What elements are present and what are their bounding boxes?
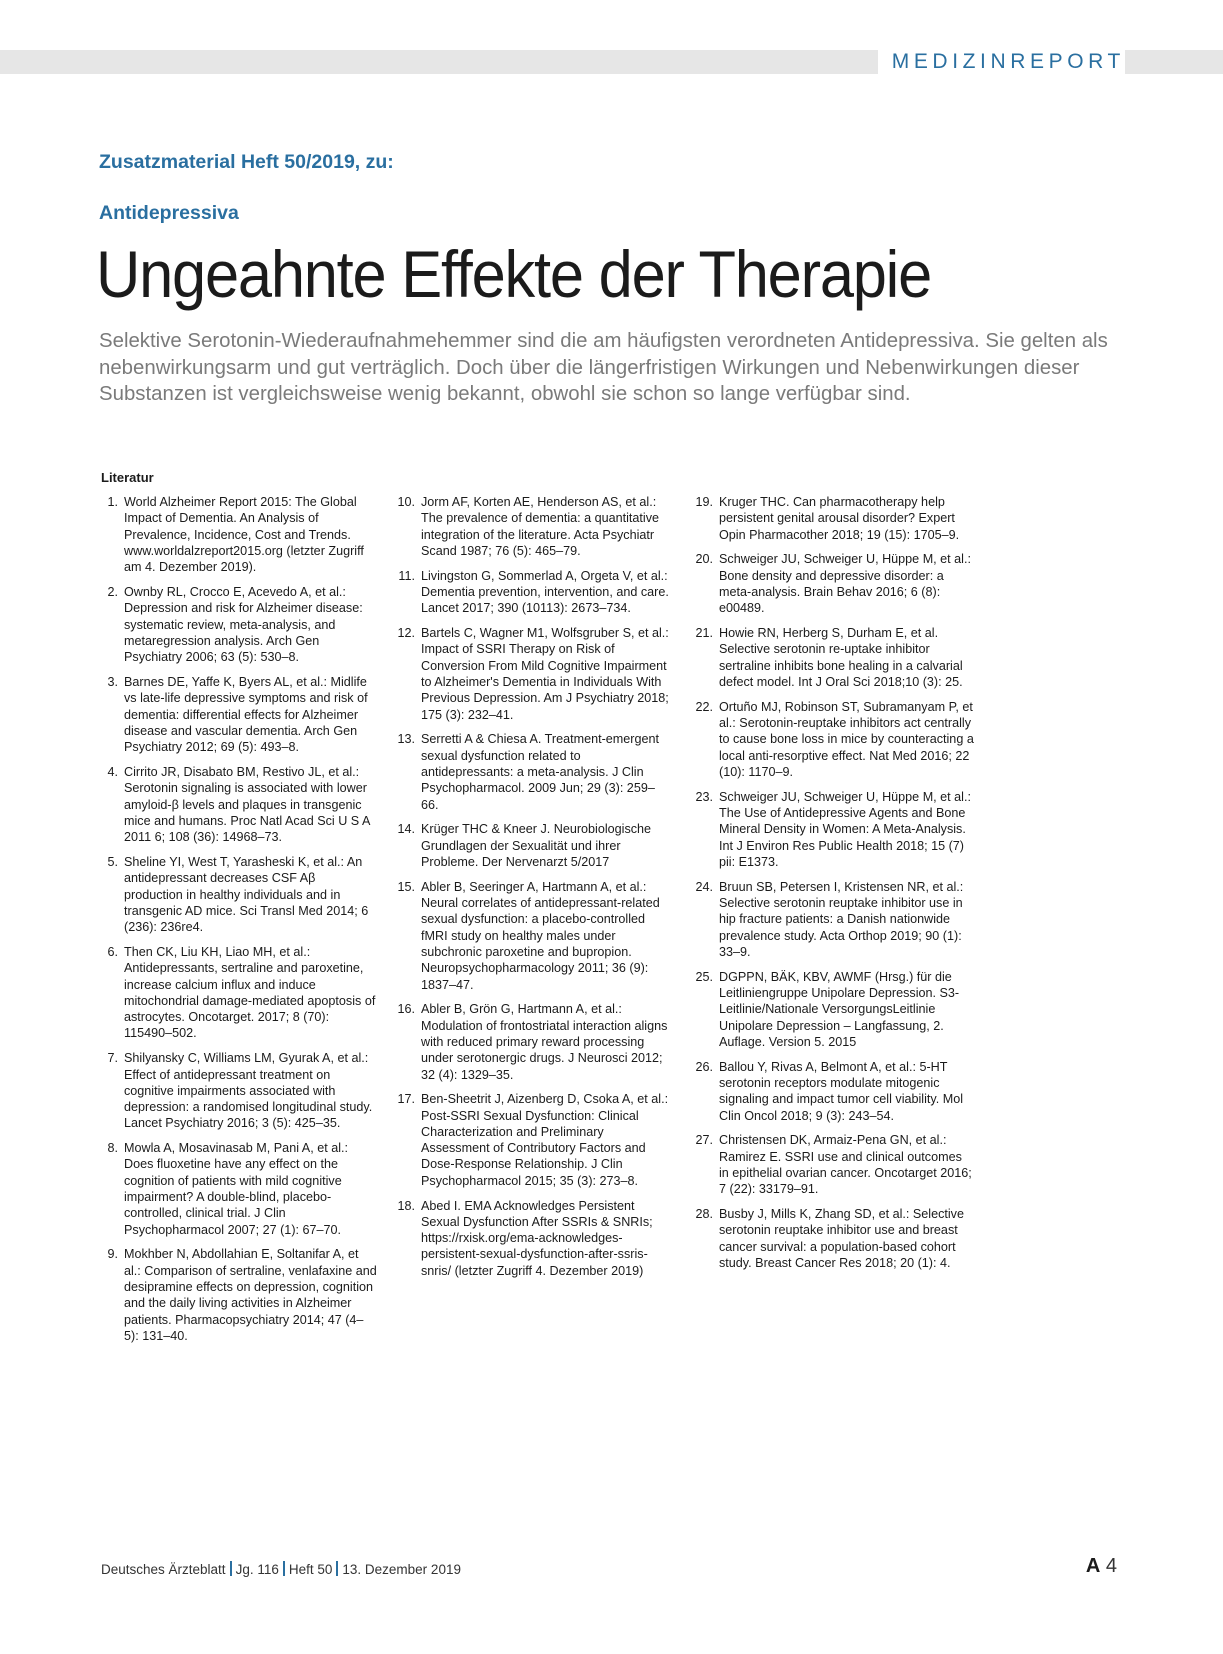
reference-text: Jorm AF, Korten AE, Henderson AS, et al.: The prevalence of dementia: a quantitative integration of the literature. Acta Psychiatr Scand 1987; 76 (5): 465–79.: [421, 495, 660, 558]
reference-item: [95, 1246, 377, 1344]
reference-item: [690, 1132, 975, 1197]
reference-item: [95, 854, 377, 935]
reference-text: Abler B, Seeringer A, Hartmann A, et al.: Neural correlates of antidepressant-related sexual dysfunction: a placebo-controlled fMRI study on healthy males under subchronic paroxetine and bupropion. Neuropsychopharmacology 2011; 36 (9): 1837–47.: [421, 879, 660, 992]
reference-item: [95, 674, 377, 755]
reference-text: DGPPN, BÄK, KBV, AWMF (Hrsg.) für die Leitliniengruppe Unipolare Depression. S3-Leitlinie/Nationale VersorgungsLeitlinie Unipolare Depression – Langfassung, 2. Auflage. Version 5. 2015: [719, 969, 960, 1049]
reference-number: 22.: [695, 699, 713, 714]
reference-text: Sheline YI, West T, Yarasheski K, et al.: An antidepressant decreases CSF Aβ production in healthy individuals and in transgenic AD mice. Sci Transl Med 2014; 6 (236): 236re4.: [124, 854, 369, 935]
issue-date: 13. Dezember 2019: [342, 1562, 461, 1577]
footer-separator: [283, 1561, 285, 1576]
reference-text: Mowla A, Mosavinasab M, Pani A, et al.: Does fluoxetine have any effect on the cognition of patients with mild cognitive impairment? A double-blind, placebo-controlled, clinical trial. J Clin Psychopharmacol 2007; 27 (1): 67–70.: [124, 1141, 348, 1237]
reference-text: Then CK, Liu KH, Liao MH, et al.: Antidepressants, sertraline and paroxetine, increase calcium influx and induce mitochondrial damage-mediated apoptosis of astrocytes. Oncotarget. 2017; 8 (70): 115490–502.: [124, 944, 376, 1041]
reference-number: 14.: [397, 822, 415, 837]
reference-item: [392, 1001, 672, 1082]
reference-number: 5.: [107, 854, 118, 869]
literature-heading: Literatur: [101, 470, 154, 485]
reference-text: Bartels C, Wagner M1, Wolfsgruber S, et al.: Impact of SSRI Therapy on Risk of Conversion From Mild Cognitive Impairment to Alzheimer's Dementia in Individuals With Previous Depression. Am J Psychiatry 2018; 175 (3): 232–41.: [421, 626, 669, 722]
reference-number: 18.: [397, 1198, 415, 1213]
reference-text: Kruger THC. Can pharmacotherapy help persistent genital arousal disorder? Expert Opin Pharmacother 2018; 19 (15): 1705–9.: [719, 495, 960, 542]
reference-item: [690, 494, 975, 543]
reference-number: 20.: [695, 552, 713, 567]
reference-number: 9.: [107, 1247, 118, 1262]
reference-item: [392, 625, 672, 723]
reference-number: 4.: [107, 764, 118, 779]
reference-number: 13.: [397, 732, 415, 747]
reference-item: [392, 821, 672, 870]
article-title: Ungeahnte Effekte der Therapie: [96, 237, 932, 311]
journal-name: Deutsches Ärzteblatt: [101, 1562, 226, 1577]
reference-text: Ownby RL, Crocco E, Acevedo A, et al.: Depression and risk for Alzheimer disease: systematic review, meta-analysis, and metaregression analysis. Arch Gen Psychiatry 2006; 63 (5): 530–8.: [124, 584, 363, 665]
reference-number: 7.: [107, 1051, 118, 1066]
reference-text: Serretti A & Chiesa A. Treatment-emergent sexual dysfunction related to antidepressants: a meta-analysis. J Clin Psychopharmacol. 2009 Jun; 29 (3): 259–66.: [421, 732, 659, 812]
reference-number: 1.: [107, 495, 118, 509]
reference-number: 3.: [107, 674, 118, 689]
reference-number: 24.: [695, 879, 713, 894]
reference-item: [392, 731, 672, 812]
reference-text: Cirrito JR, Disabato BM, Restivo JL, et al.: Serotonin signaling is associated with lower amyloid-β levels and plaques in transgenic mice and humans. Proc Natl Acad Sci U S A 2011 6; 108 (36): 14968–73.: [124, 764, 370, 845]
page-number-value: 4: [1105, 1555, 1117, 1577]
reference-number: 16.: [397, 1002, 415, 1017]
reference-number: 11.: [398, 568, 415, 583]
reference-item: [690, 879, 975, 960]
footer-separator: [336, 1561, 338, 1576]
reference-number: 25.: [695, 969, 713, 984]
reference-number: 2.: [107, 584, 118, 599]
reference-text: Mokhber N, Abdollahian E, Soltanifar A, et al.: Comparison of sertraline, venlafaxine and desipramine effects on depression, cognition and the daily living activities in Alzheimer patients. Pharmacopsychiatry 2014; 47 (4–5): 131–40.: [124, 1247, 377, 1343]
reference-text: Barnes DE, Yaffe K, Byers AL, et al.: Midlife vs late-life depressive symptoms and risk of dementia: differential effects for Alzheimer disease and vascular dementia. Arch Gen Psychiatry 2012; 69 (5): 493–8.: [124, 674, 368, 755]
reference-number: 15.: [397, 879, 415, 894]
reference-text: Abed I. EMA Acknowledges Persistent Sexual Dysfunction After SSRIs & SNRIs; https://rxisk.org/ema-acknowledges-persistent-sexual-dysfunction-after-ssris-snris/ (letzter Zugriff 4. Dezember 2019): [421, 1198, 653, 1278]
reference-item: [690, 625, 975, 690]
footer-separator: [230, 1561, 232, 1576]
footer-citation: [101, 1561, 461, 1577]
article-kicker: Antidepressiva: [99, 202, 239, 224]
reference-text: Christensen DK, Armaiz-Pena GN, et al.: Ramirez E. SSRI use and clinical outcomes in epithelial ovarian cancer. Oncotarget 2016; 7 (22): 33179–91.: [719, 1133, 972, 1197]
reference-item: [690, 551, 975, 616]
reference-number: 12.: [397, 626, 415, 641]
reference-number: 10.: [397, 495, 415, 509]
reference-text: Busby J, Mills K, Zhang SD, et al.: Selective serotonin reuptake inhibitor use and breast cancer survival: a population-based cohort study. Breast Cancer Res 2018; 20 (1): 4.: [719, 1207, 964, 1270]
reference-text: Schweiger JU, Schweiger U, Hüppe M, et al.: The Use of Antidepressive Agents and Bone Mineral Density in Women: A Meta-Analysis. Int J Environ Res Public Health 2018; 15 (7) pii: E1373.: [719, 789, 971, 869]
reference-column-2: [392, 494, 672, 1288]
reference-text: Ortuño MJ, Robinson ST, Subramanyam P, et al.: Serotonin-reuptake inhibitors act centrally to cause bone loss in mice by counteracting a local anti-resorptive effect. Nat Med 2016; 22 (10): 1170–9.: [719, 699, 974, 779]
reference-text: Shilyansky C, Williams LM, Gyurak A, et al.: Effect of antidepressant treatment on cognitive impairments associated with depression: a randomised longitudinal study. Lancet Psychiatry 2016; 3 (5): 425–35.: [124, 1051, 373, 1131]
reference-number: 19.: [695, 495, 713, 509]
reference-number: 27.: [695, 1133, 713, 1148]
reference-item: [95, 1140, 377, 1238]
reference-item: [95, 944, 377, 1042]
page-number: [1086, 1555, 1117, 1578]
reference-text: Howie RN, Herberg S, Durham E, et al. Selective serotonin re-uptake inhibitor sertraline inhibits bone healing in a calvarial defect model. Int J Oral Sci 2018;10 (3): 25.: [719, 626, 963, 689]
reference-item: [690, 969, 975, 1050]
reference-item: [392, 879, 672, 993]
reference-text: World Alzheimer Report 2015: The Global Impact of Dementia. An Analysis of Prevalence, Incidence, Cost and Trends. www.worldalzreport2015.org (letzter Zugriff am 4. Dezember 2019).: [124, 495, 364, 575]
reference-item: [95, 584, 377, 665]
reference-text: Ben-Sheetrit J, Aizenberg D, Csoka A, et al.: Post-SSRI Sexual Dysfunction: Clinical Characterization and Preliminary Assessment of Contributory Factors and Dose-Response Relationship. J Clin Psychopharmacol 2015; 35 (3): 273–8.: [421, 1092, 669, 1188]
page-prefix: A: [1085, 1555, 1101, 1577]
reference-item: [95, 1050, 377, 1131]
reference-item: [95, 494, 377, 575]
reference-number: 17.: [397, 1092, 415, 1107]
reference-item: [392, 568, 672, 617]
reference-text: Ballou Y, Rivas A, Belmont A, et al.: 5-HT serotonin receptors modulate mitogenic signaling and impact tumor cell viability. Mol Clin Oncol 2018; 9 (3): 243–54.: [719, 1059, 964, 1123]
reference-item: [690, 1206, 975, 1271]
article-lead: Selektive Serotonin-Wiederaufnahmehemmer sind die am häufigsten verordneten Antidepressiva. Sie gelten als nebenwirkungsarm und gut verträglich. Doch über die längerfristigen Wirkungen und Nebenwirkungen dieser Substanzen ist vergleichsweise wenig bekannt, obwohl sie schon so lange verfügbar sind.: [99, 330, 1108, 405]
section-label: MEDIZINREPORT: [878, 49, 1125, 75]
reference-text: Bruun SB, Petersen I, Kristensen NR, et al.: Selective serotonin reuptake inhibitor use in hip fracture patients: a Danish nationwide prevalence study. Acta Orthop 2019; 90 (1): 33–9.: [719, 879, 964, 959]
reference-text: Schweiger JU, Schweiger U, Hüppe M, et al.: Bone density and depressive disorder: a meta-analysis. Brain Behav 2016; 6 (8): e00489.: [719, 552, 971, 616]
reference-number: 23.: [695, 789, 713, 804]
reference-item: [95, 764, 377, 845]
reference-item: [392, 1198, 672, 1279]
reference-number: 26.: [695, 1059, 713, 1074]
reference-number: 6.: [107, 944, 118, 959]
reference-number: 8.: [107, 1141, 118, 1156]
reference-item: [690, 699, 975, 780]
volume: Jg. 116: [235, 1562, 279, 1577]
reference-text: Abler B, Grön G, Hartmann A, et al.: Modulation of frontostriatal interaction aligns with reduced primary reward processing under serotonergic drugs. J Neurosci 2012; 32 (4): 1329–35.: [421, 1002, 668, 1082]
reference-number: 21.: [695, 626, 713, 641]
reference-item: [392, 1091, 672, 1189]
reference-column-1: [95, 494, 377, 1353]
reference-text: Livingston G, Sommerlad A, Orgeta V, et al.: Dementia prevention, intervention, and care. Lancet 2017; 390 (10113): 2673–734.: [421, 568, 669, 616]
supplement-line: Zusatzmaterial Heft 50/2019, zu:: [99, 151, 394, 173]
reference-column-3: [690, 494, 975, 1280]
reference-item: [392, 494, 672, 559]
issue: Heft 50: [288, 1562, 333, 1577]
reference-item: [690, 789, 975, 870]
reference-text: Krüger THC & Kneer J. Neurobiologische Grundlagen der Sexualität und ihrer Probleme. Der Nervenarzt 5/2017: [421, 822, 652, 869]
reference-number: 28.: [695, 1207, 713, 1222]
reference-item: [690, 1059, 975, 1124]
